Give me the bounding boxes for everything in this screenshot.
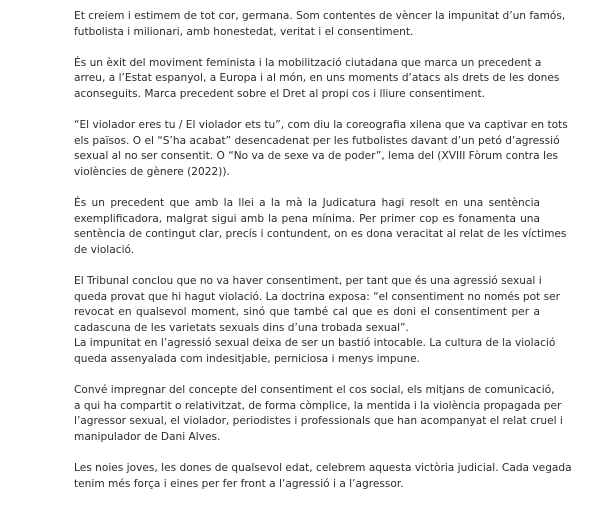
paragraph-8 xyxy=(74,461,572,492)
text-line: els països. O el “S’ha acabat” desencadenat per les futbolistes davant d’un petó d’agressió xyxy=(74,134,560,147)
text-line: de violació. xyxy=(74,243,135,256)
text-line: Et creiem i estimem de tot cor, germana. Som contentes de vèncer la impunitat d’un famós, xyxy=(74,10,566,22)
text-line: La impunitat en l’agressió sexual deixa de ser un bastió intocable. La cultura de la violació xyxy=(74,337,556,350)
text-line: revocat en qualsevol moment, sinó que també cal que es doni el consentiment per a xyxy=(74,306,540,319)
text-line: Les noies joves, les dones de qualsevol edat, celebrem aquesta victòria judicial. Cada vegada xyxy=(74,462,572,475)
text-line: violències de gènere (2022)). xyxy=(74,165,230,178)
text-line: tenim més força i eines per fer front a l’agressió i a l’agressor. xyxy=(74,477,404,490)
text-line: arreu, a l’Estat espanyol, a Europa i al món, en uns moments d’atacs als drets de les dones xyxy=(74,72,560,85)
text-line: És un èxit del moviment feminista i la mobilització ciutadana que marca un precedent a xyxy=(74,56,542,69)
text-line: queda assenyalada com indesitjable, perniciosa i menys impune. xyxy=(74,353,420,366)
paragraph-3 xyxy=(74,118,568,180)
text-line: aconseguits. Marca precedent sobre el Dret al propi cos i lliure consentiment. xyxy=(74,87,486,100)
text-line: “El violador eres tu / El violador ets tu”, com diu la coreografia xilena que va captivar en tots xyxy=(74,119,568,132)
text-line: a qui ha compartit o relativitzat, de forma còmplice, la mentida i la violència propagada per xyxy=(74,399,562,412)
paragraph-7 xyxy=(74,383,563,445)
paragraph-6 xyxy=(74,336,556,367)
text-line: futbolista i milionari, amb honestedat, veritat i el consentiment. xyxy=(74,25,414,38)
text-line: És un precedent que amb la llei a la mà la Judicatura hagi resolt en una sentència xyxy=(74,197,540,210)
text-line: manipulador de Dani Alves. xyxy=(74,431,221,444)
text-line: Convé impregnar del concepte del consentiment el cos social, els mitjans de comunicació, xyxy=(74,384,555,397)
text-line: exemplificadora, malgrat sigui amb la pena mínima. Per primer cop es fonamenta una xyxy=(74,212,540,225)
paragraph-2 xyxy=(74,56,560,103)
text-line: sexual al no ser consentit. O “No va de sexe va de poder”, lema del (XVIII Fòrum contra les xyxy=(74,150,559,163)
text-line: queda provat que hi hagut violació. La doctrina exposa: “el consentiment no només pot ser xyxy=(74,290,561,303)
text-line: El Tribunal conclou que no va haver consentiment, per tant que és una agressió sexual i xyxy=(74,275,542,288)
document-body xyxy=(74,9,572,508)
text-line: cadascuna de les varietats sexuals dins d’una trobada sexual”. xyxy=(74,321,409,334)
text-line: l’agressor sexual, el violador, periodistes i professionals que han acompanyat el relat cruel i xyxy=(74,415,563,428)
text-line: sentència de contingut clar, precís i contundent, on es dona veracitat al relat de les víctimes xyxy=(74,228,567,241)
paragraph-5 xyxy=(74,274,561,336)
paragraph-4 xyxy=(74,196,567,258)
paragraph-1 xyxy=(74,9,566,40)
